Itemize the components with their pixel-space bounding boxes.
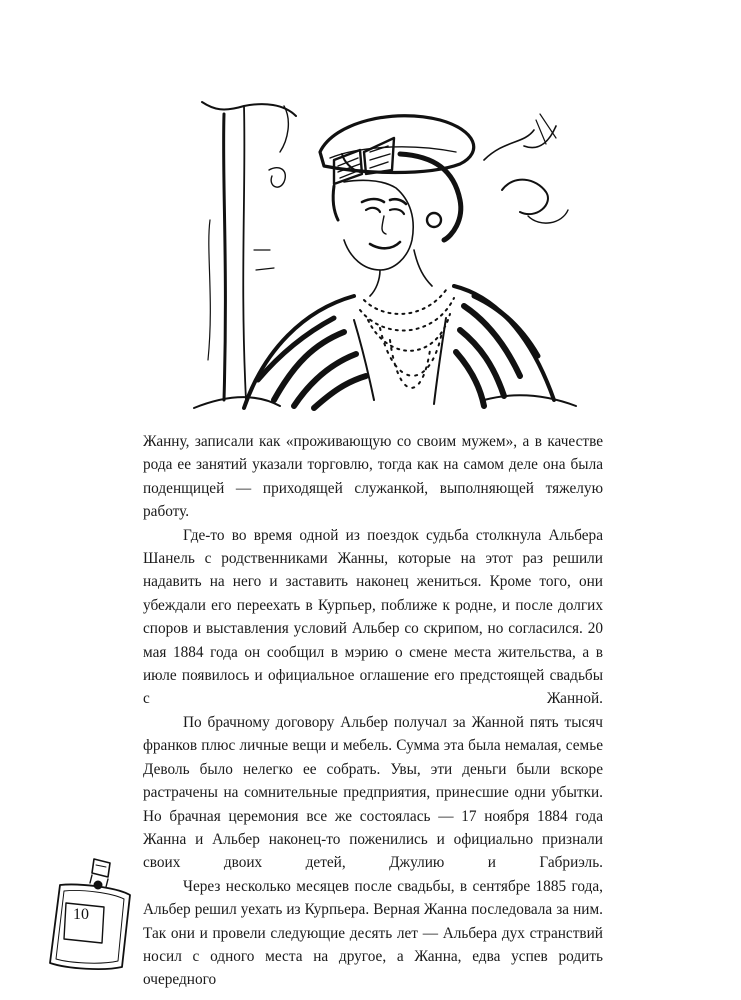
paragraph-3: По брачному договору Альбер получал за Жанной пять тысяч франков плюс личные вещи и мебель. Сумма эта была немалая, семье Деволь было нелегко ее собрать. Увы, эти деньги были вскоре растрачены на сомнительные предприятия, принесшие одни убытки. Но брачная церемония все же состоялась — 17 ноября 1884 года Жанна и Альбер наконец-то поженились и официально признали своих двоих детей, Джулию и Габриэль. <box>143 713 603 872</box>
paragraph-2: Где-то во время одной из поездок судьба столкнула Альбера Шанель с родственниками Жанны, которые на этот раз решили надавить на него и заставить наконец жениться. Кроме того, они убеждали его переехать в Курпьер, поближе к родне, и после долгих споров и выставления условий Альбер со скрипом, но согласился. 20 мая 1884 года он сообщил в мэрию о смене места жительства, а в июле появилось и официальное оглашение его предстоящей свадьбы с Жанной. <box>143 526 603 708</box>
paragraph-4: Через несколько месяцев после свадьбы, в сентябре 1885 года, Альбер решил уехать из Курпьера. Верная Жанна последовала за ним. Так они и провели следующие десять лет — Альбера дух странствий носил с одного места на другое, а Жанна, едва успев родить очередного <box>143 877 603 989</box>
page-number: 10 <box>73 906 89 923</box>
paragraph-1: Жанну, записали как «проживающую со своим мужем», а в качестве рода ее занятий указали торговлю, тогда как на самом деле она была поденщицей — приходящей служанкой, выполняющей тяжелую работу. <box>143 433 603 521</box>
body-text <box>143 430 603 992</box>
portrait-illustration <box>184 100 584 412</box>
